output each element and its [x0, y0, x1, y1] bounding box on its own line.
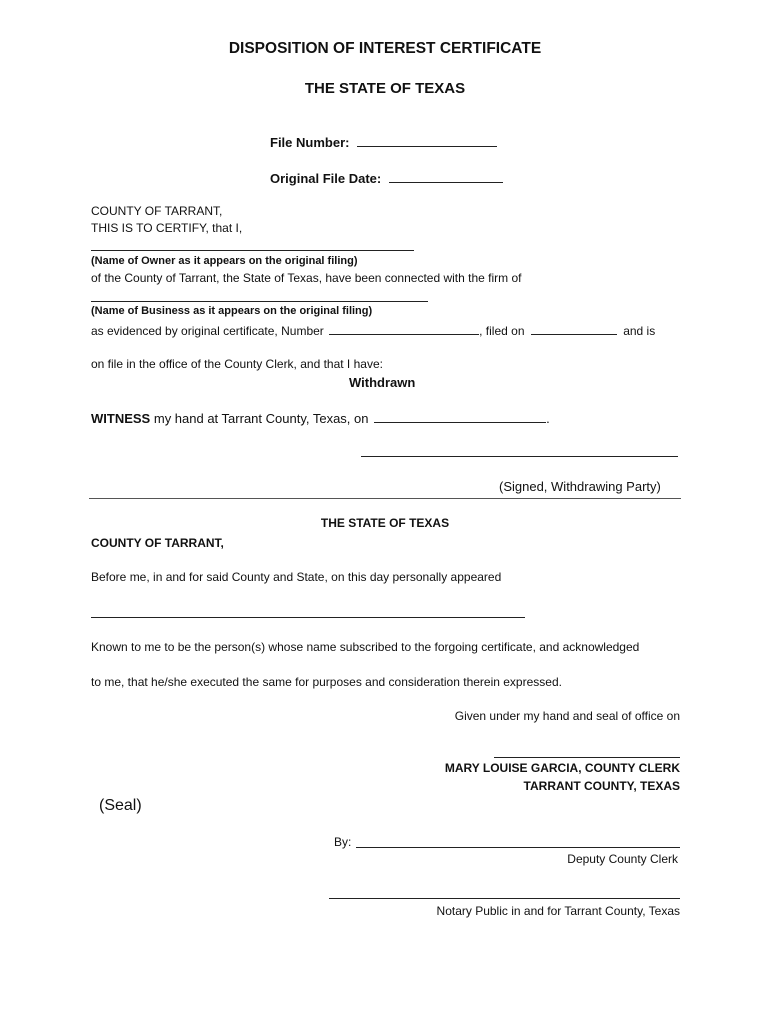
appeared-name-field[interactable] — [91, 617, 525, 618]
evidenced-prefix: as evidenced by original certificate, Number — [91, 324, 324, 338]
ack-county: COUNTY OF TARRANT, — [91, 536, 224, 550]
witness-text: my hand at Tarrant County, Texas, on — [153, 411, 369, 426]
clerk-county: TARRANT COUNTY, TEXAS — [523, 779, 680, 793]
clerk-signature-field[interactable] — [494, 757, 680, 758]
file-number-field[interactable] — [357, 134, 497, 147]
status-value: Withdrawn — [349, 375, 416, 390]
certify-line: THIS IS TO CERTIFY, that I, — [91, 221, 243, 235]
state-heading: THE STATE OF TEXAS — [304, 80, 466, 97]
county-line: COUNTY OF TARRANT, — [91, 204, 223, 218]
by-label: By: — [334, 835, 352, 849]
certificate-number-field[interactable] — [329, 322, 479, 335]
notary-signature-field[interactable] — [329, 898, 680, 899]
witness-end: . — [546, 411, 550, 426]
and-is-text: and is — [623, 324, 656, 338]
witness-date-field[interactable] — [374, 410, 546, 423]
document-title: DISPOSITION OF INTEREST CERTIFICATE — [228, 40, 542, 57]
business-name-field[interactable] — [91, 301, 428, 302]
witness-bold: WITNESS — [91, 411, 151, 426]
before-me-text: Before me, in and for said County and State, on this day personally appeared — [91, 570, 502, 584]
ack-state-heading: THE STATE OF TEXAS — [320, 516, 450, 530]
connected-text: of the County of Tarrant, the State of Texas, have been connected with the firm of — [91, 271, 522, 285]
witness-row — [91, 410, 550, 426]
file-number-label: File Number: — [270, 135, 350, 150]
notary-label: Notary Public in and for Tarrant County, Texas — [436, 904, 680, 918]
known-text: Known to me to be the person(s) whose name subscribed to the forgoing certificate, and acknowledged — [91, 640, 640, 654]
on-file-text: on file in the office of the County Clerk, and that I have: — [91, 357, 383, 371]
file-number-row — [270, 134, 497, 150]
executed-text: to me, that he/she executed the same for purposes and consideration therein expressed. — [91, 675, 562, 689]
seal-label: (Seal) — [99, 797, 142, 814]
original-file-date-field[interactable] — [389, 170, 503, 183]
filed-date-field[interactable] — [531, 322, 617, 335]
original-file-date-label: Original File Date: — [270, 171, 382, 186]
signature-field[interactable] — [361, 456, 678, 457]
owner-name-field[interactable] — [91, 250, 414, 251]
given-text: Given under my hand and seal of office on — [454, 709, 680, 723]
signed-caption: (Signed, Withdrawing Party) — [499, 479, 661, 494]
owner-caption: (Name of Owner as it appears on the original filing) — [91, 255, 358, 267]
section-divider — [89, 498, 681, 499]
business-caption: (Name of Business as it appears on the original filing) — [91, 305, 373, 317]
deputy-signature-field[interactable] — [356, 847, 680, 848]
original-file-date-row — [270, 170, 503, 186]
deputy-label: Deputy County Clerk — [567, 852, 678, 866]
clerk-name: MARY LOUISE GARCIA, COUNTY CLERK — [444, 761, 680, 775]
evidenced-row — [91, 322, 655, 338]
filed-on-text: , filed on — [479, 324, 525, 338]
